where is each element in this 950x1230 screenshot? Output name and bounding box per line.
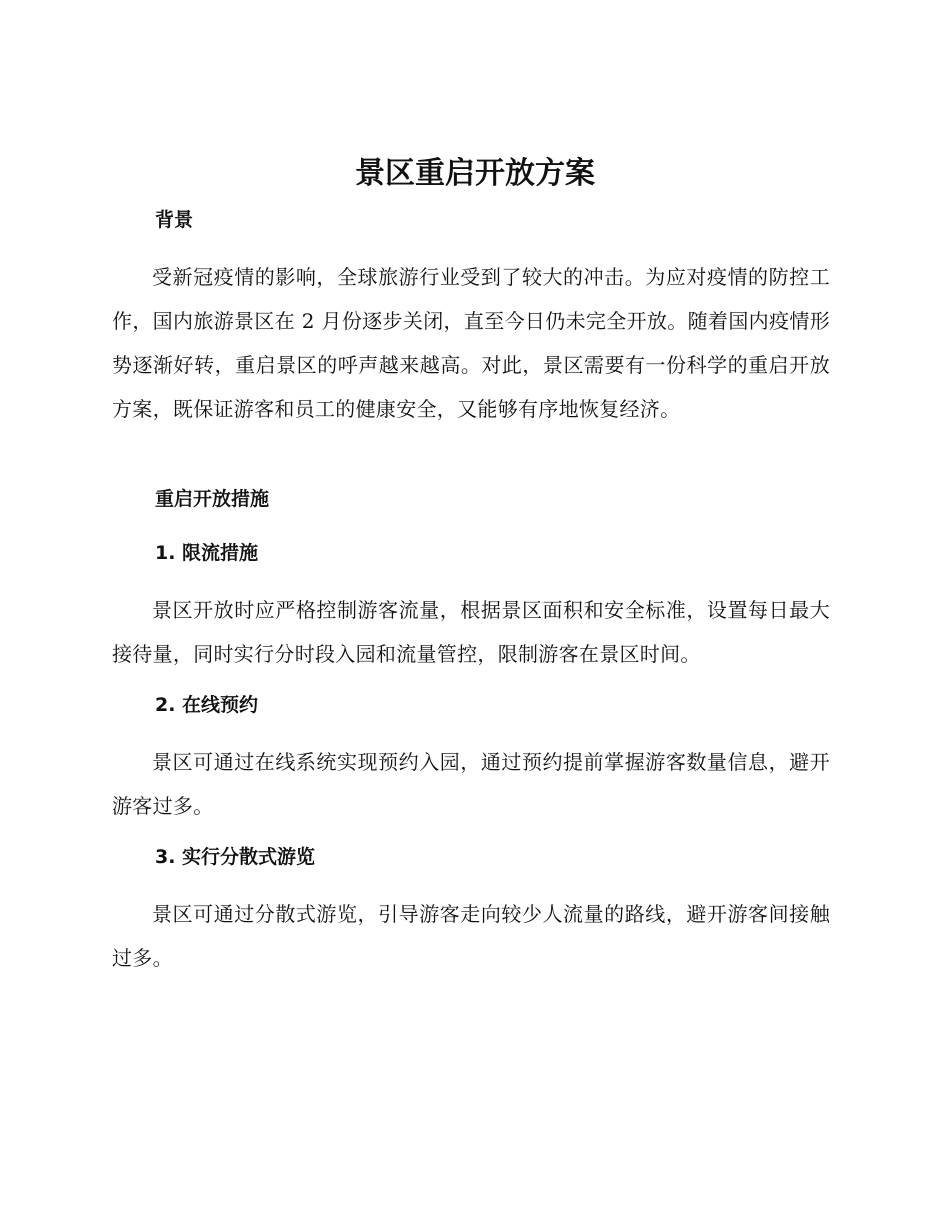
paragraph-online-booking: 景区可通过在线系统实现预约入园，通过预约提前掌握游客数量信息，避开游客过多。 [112,750,830,818]
paragraph-dispersed-touring: 景区可通过分散式游览，引导游客走向较少人流量的路线，避开游客间接触过多。 [112,902,830,970]
section-heading-measures: 重启开放措施 [155,488,270,510]
paragraph-background: 受新冠疫情的影响，全球旅游行业受到了较大的冲击。为应对疫情的防控工作，国内旅游景区在 2 月份逐步关闭，直至今日仍未完全开放。随着国内疫情形势逐渐好转，重启景区的呼声越来越高。对此，景区需要有一份科学的重启开放方案，既保证游客和员工的健康安全，又能够有序地恢复经济。 [112,265,830,421]
document-title: 景区重启开放方案 [355,156,595,191]
section-heading-dispersed-touring: 3. 实行分散式游览 [155,846,316,868]
section-heading-flow-limit: 1. 限流措施 [155,542,259,564]
section-heading-background: 背景 [155,209,194,231]
paragraph-flow-limit: 景区开放时应严格控制游客流量，根据景区面积和安全标准，设置每日最大接待量，同时实行分时段入园和流量管控，限制游客在景区时间。 [112,598,830,666]
section-heading-online-booking: 2. 在线预约 [155,694,259,716]
